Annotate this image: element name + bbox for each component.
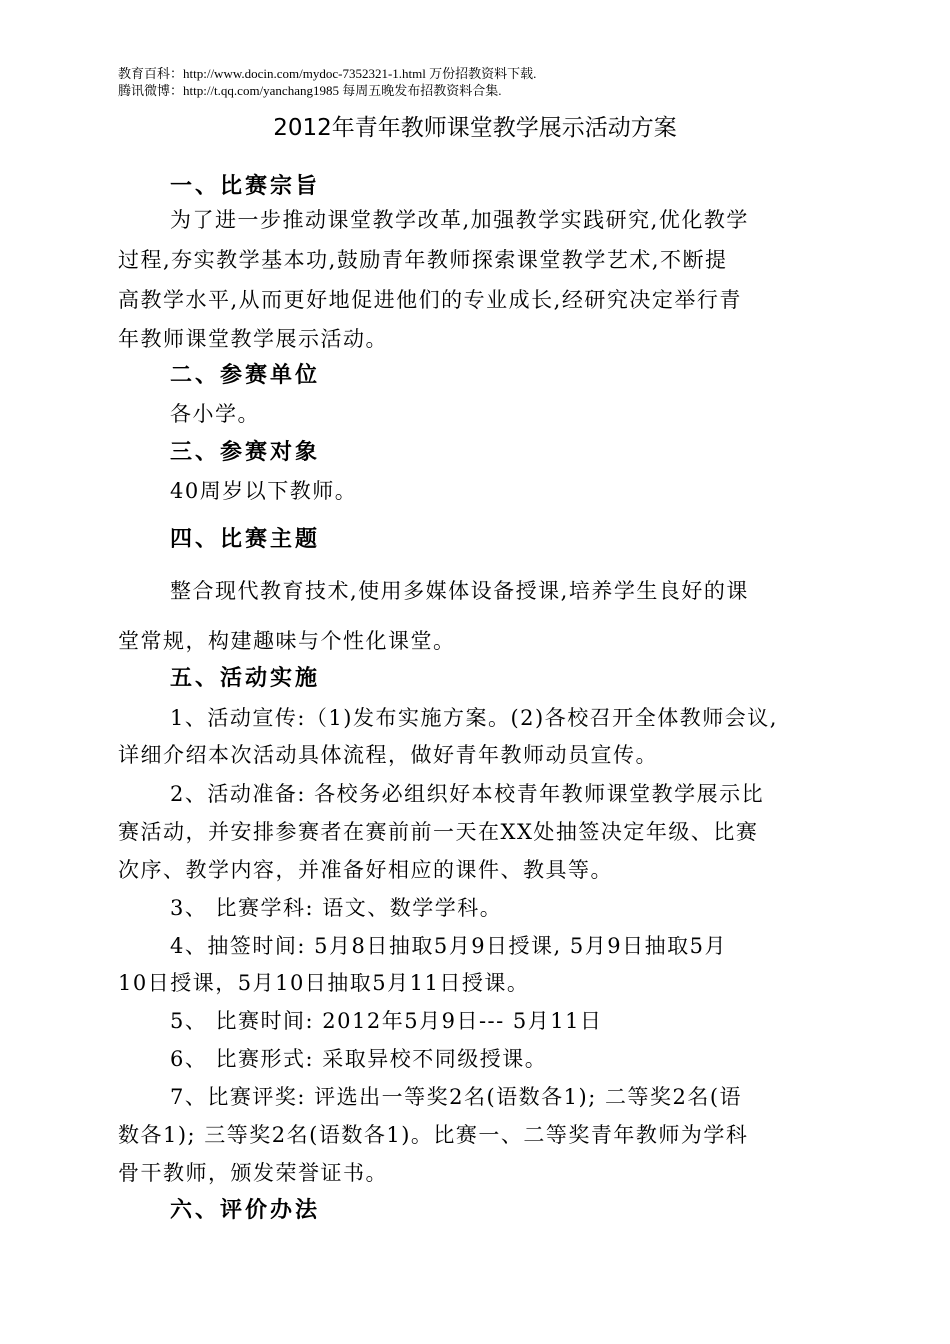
s5-line-4: 赛活动，并安排参赛者在赛前前一天在XX处抽签决定年级、比赛 xyxy=(118,820,759,844)
s1-line-1: 为了进一步推动课堂教学改革,加强教学实践研究,优化教学 xyxy=(170,208,749,232)
s5-line-6: 3、 比赛学科: 语文、数学学科。 xyxy=(170,896,503,920)
s1-line-2: 过程,夯实教学基本功,鼓励青年教师探索课堂教学艺术,不断提 xyxy=(118,248,728,272)
s4-line-2: 堂常规，构建趣味与个性化课堂。 xyxy=(118,629,456,653)
section-5-heading: 五、活动实施 xyxy=(170,666,321,691)
section-1-heading: 一、比赛宗旨 xyxy=(170,174,321,199)
section-3-heading: 三、参赛对象 xyxy=(170,440,321,465)
s3-text: 40周岁以下教师。 xyxy=(170,479,358,503)
s5-line-11: 7、比赛评奖: 评选出一等奖2名(语数各1); 二等奖2名(语 xyxy=(170,1085,743,1109)
s5-line-8: 10日授课，5月10日抽取5月11日授课。 xyxy=(118,971,530,995)
s5-line-1: 1、活动宣传:（1)发布实施方案。(2)各校召开全体教师会议, xyxy=(170,706,778,730)
s4-line-1: 整合现代教育技术,使用多媒体设备授课,培养学生良好的课 xyxy=(170,579,749,603)
s1-line-4: 年教师课堂教学展示活动。 xyxy=(118,327,388,351)
s5-line-3: 2、活动准备: 各校务必组织好本校青年教师课堂教学展示比 xyxy=(170,782,765,806)
s5-line-7: 4、抽签时间: 5月8日抽取5月9日授课, 5月9日抽取5月 xyxy=(170,934,727,958)
s2-text: 各小学。 xyxy=(170,402,260,426)
s5-line-2: 详细介绍本次活动具体流程，做好青年教师动员宣传。 xyxy=(118,743,658,767)
s1-line-3: 高教学水平,从而更好地促进他们的专业成长,经研究决定举行青 xyxy=(118,288,742,312)
s5-line-5: 次序、教学内容，并准备好相应的课件、教具等。 xyxy=(118,858,613,882)
s5-line-10: 6、 比赛形式: 采取异校不同级授课。 xyxy=(170,1047,548,1071)
s5-line-9: 5、 比赛时间: 2012年5月9日--- 5月11日 xyxy=(170,1009,603,1033)
section-6-heading: 六、评价办法 xyxy=(170,1198,321,1223)
document-title: 2012年青年教师课堂教学展示活动方案 xyxy=(273,115,677,141)
header-line-1: 教育百科：http://www.docin.com/mydoc-7352321-1.html 万份招教资料下载. xyxy=(118,66,537,81)
section-4-heading: 四、比赛主题 xyxy=(170,527,321,552)
s5-line-12: 数各1); 三等奖2名(语数各1)。比赛一、二等奖青年教师为学科 xyxy=(118,1123,749,1147)
s5-line-13: 骨干教师，颁发荣誉证书。 xyxy=(118,1161,388,1185)
header-line-2: 腾讯微博：http://t.qq.com/yanchang1985 每周五晚发布招教资料合集. xyxy=(118,83,502,98)
section-2-heading: 二、参赛单位 xyxy=(170,363,321,388)
